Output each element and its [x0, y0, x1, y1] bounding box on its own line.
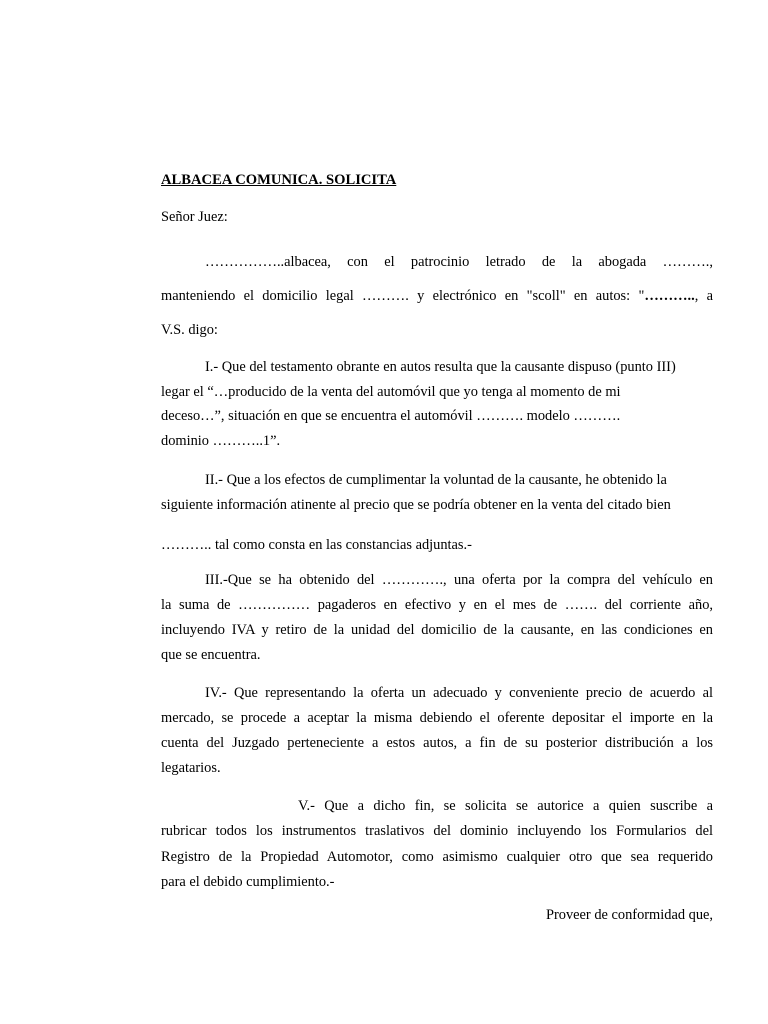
paragraph-4-line-1: IV.- Que representando la oferta un adecuado y conveniente precio de acuerdo al [205, 685, 713, 701]
paragraph-4-line-2: mercado, se procede a aceptar la misma debiendo el oferente depositar el importe en la [161, 710, 713, 726]
intro-line-2-end: , a [694, 288, 713, 304]
paragraph-1-line-1: I.- Que del testamento obrante en autos resulta que la causante dispuso (punto III) [205, 359, 676, 375]
paragraph-2-continuation [161, 533, 713, 557]
intro-line-2 [161, 279, 713, 313]
paragraph-3-line-2: la suma de …………… pagaderos en efectivo y en el mes de ……. del corriente año, [161, 597, 713, 613]
paragraph-2-line-1: II.- Que a los efectos de cumplimentar la voluntad de la causante, he obtenido la [205, 472, 667, 488]
paragraph-3-line-1: III.-Que se ha obtenido del …………., una oferta por la compra del vehículo en [205, 572, 713, 588]
paragraph-2-line-3: ……….. tal como consta en las constancias adjuntas.- [161, 537, 472, 553]
paragraph-4 [161, 681, 713, 781]
intro-line-2-bold: ……….. [644, 288, 695, 304]
paragraph-2-line-2: siguiente información atinente al precio que se podría obtener en la venta del citado bien [161, 496, 671, 513]
paragraph-5-line-3: Registro de la Propiedad Automotor, como asimismo cualquier otro que sea requerido [161, 848, 713, 865]
paragraph-5-line-1: V.- Que a dicho fin, se solicita se autorice a quien suscribe a [298, 798, 713, 814]
intro-line-2-text: manteniendo el domicilio legal ………. y electrónico en "scoll" en autos: " [161, 288, 645, 304]
paragraph-5 [161, 794, 713, 895]
paragraph-4-line-4: legatarios. [161, 760, 221, 776]
paragraph-2 [161, 468, 713, 517]
paragraph-1 [161, 355, 713, 453]
paragraph-4-line-3: cuenta del Juzgado perteneciente a estos autos, a fin de su posterior distribución a los [161, 735, 713, 751]
paragraph-3 [161, 568, 713, 668]
paragraph-1-line-3: deceso…”, situación en que se encuentra el automóvil ………. modelo ………. [161, 408, 621, 424]
intro-line-1: ……………..albacea, con el patrocinio letrado de la abogada ………., [205, 254, 713, 270]
paragraph-1-line-2: legar el “…producido de la venta del automóvil que yo tenga al momento de mi [161, 383, 621, 400]
paragraph-3-line-3: incluyendo IVA y retiro de la unidad del domicilio de la causante, en las condiciones en [161, 622, 713, 638]
greeting: Señor Juez: [161, 209, 228, 225]
paragraph-1-line-4: dominio ………..1”. [161, 432, 281, 449]
intro-paragraph [161, 245, 713, 347]
paragraph-3-line-4: que se encuentra. [161, 647, 261, 663]
document-title: ALBACEA COMUNICA. SOLICITA [161, 172, 397, 188]
paragraph-5-line-2: rubricar todos los instrumentos traslativos del dominio incluyendo los Formularios del [161, 823, 713, 840]
paragraph-5-line-4: para el debido cumplimiento.- [161, 873, 335, 890]
closing-line: Proveer de conformidad que, [545, 907, 713, 923]
intro-line-3: V.S. digo: [161, 322, 218, 338]
